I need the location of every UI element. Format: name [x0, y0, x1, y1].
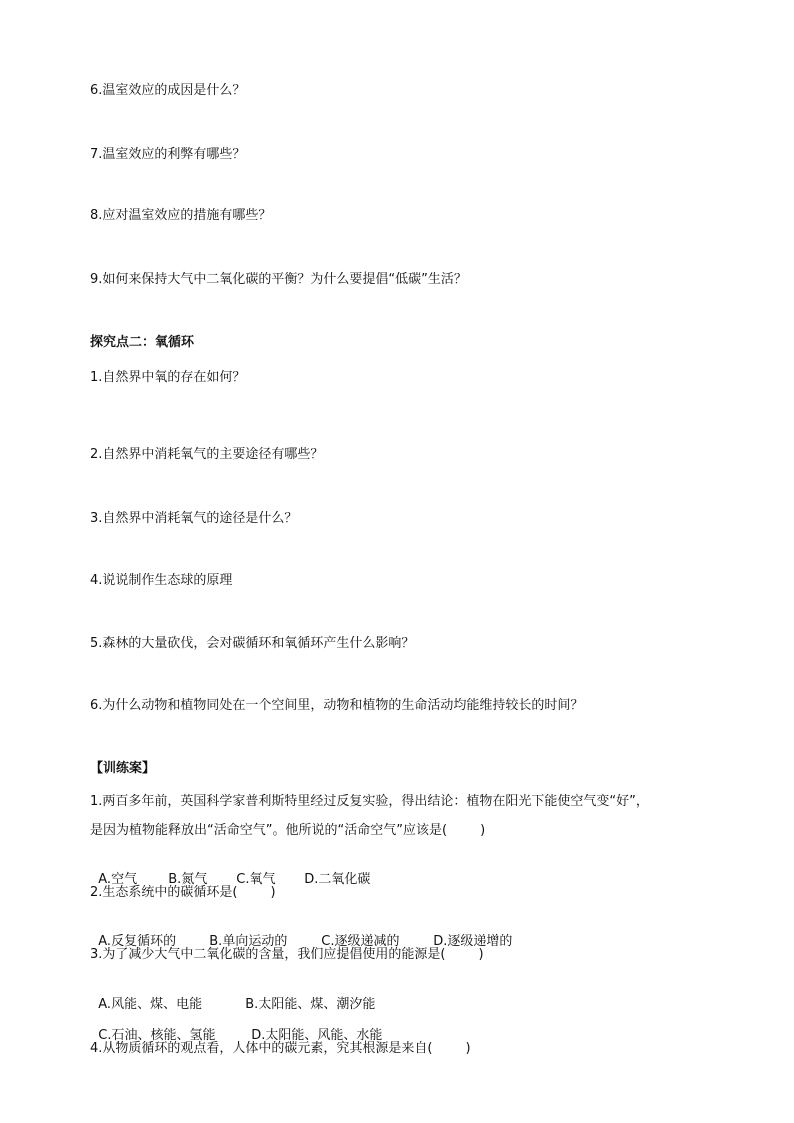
training-question-1-line-1: 1.两百多年前，英国科学家普利斯特里经过反复实验，得出结论：植物在阳光下能使空气变“好”，: [90, 794, 649, 809]
question-7: 7.温室效应的利弊有哪些？: [90, 147, 246, 162]
option-c[interactable]: C.石油、核能、氢能: [98, 1028, 216, 1043]
option-a[interactable]: A.反复循环的: [98, 934, 177, 949]
training-question-1-line-2: 是因为植物能释放出“活命空气”。他所说的“活命空气”应该是( ): [90, 823, 486, 838]
option-d[interactable]: D.太阳能、风能、水能: [251, 1028, 383, 1043]
option-a[interactable]: A.空气: [98, 872, 138, 887]
question-8: 8.应对温室效应的措施有哪些？: [90, 208, 272, 223]
section-heading-oxygen-cycle: 探究点二：氧循环: [90, 335, 195, 350]
option-c[interactable]: C.逐级递减的: [321, 934, 400, 949]
oxygen-question-3: 3.自然界中消耗氧气的途径是什么？: [90, 511, 298, 526]
question-6: 6.温室效应的成因是什么？: [90, 83, 246, 98]
option-c[interactable]: C.氧气: [236, 872, 276, 887]
option-b[interactable]: B.太阳能、煤、潮汐能: [245, 997, 376, 1012]
question-9: 9.如何来保持大气中二氧化碳的平衡？为什么要提倡“低碳”生活？: [90, 272, 467, 287]
training-question-2: 2.生态系统中的碳循环是( ): [90, 885, 276, 900]
oxygen-question-6: 6.为什么动物和植物同处在一个空间里，动物和植物的生命活动均能维持较长的时间？: [90, 698, 584, 713]
option-d[interactable]: D.二氧化碳: [304, 872, 371, 887]
training-heading: 【训练案】: [90, 761, 156, 776]
option-b[interactable]: B.单向运动的: [209, 934, 288, 949]
option-d[interactable]: D.逐级递增的: [433, 934, 513, 949]
training-question-3: 3.为了减少大气中二氧化碳的含量，我们应提倡使用的能源是( ): [90, 947, 484, 962]
oxygen-question-4: 4.说说制作生态球的原理: [90, 573, 233, 588]
training-question-4: 4.从物质循环的观点看，人体中的碳元素，究其根源是来自( ): [90, 1041, 471, 1056]
oxygen-question-1: 1.自然界中氧的存在如何？: [90, 370, 246, 385]
oxygen-question-5: 5.森林的大量砍伐，会对碳循环和氧循环产生什么影响？: [90, 636, 415, 651]
option-a[interactable]: A.风能、煤、电能: [98, 997, 203, 1012]
oxygen-question-2: 2.自然界中消耗氧气的主要途径有哪些？: [90, 447, 324, 462]
option-b[interactable]: B.氮气: [168, 872, 208, 887]
